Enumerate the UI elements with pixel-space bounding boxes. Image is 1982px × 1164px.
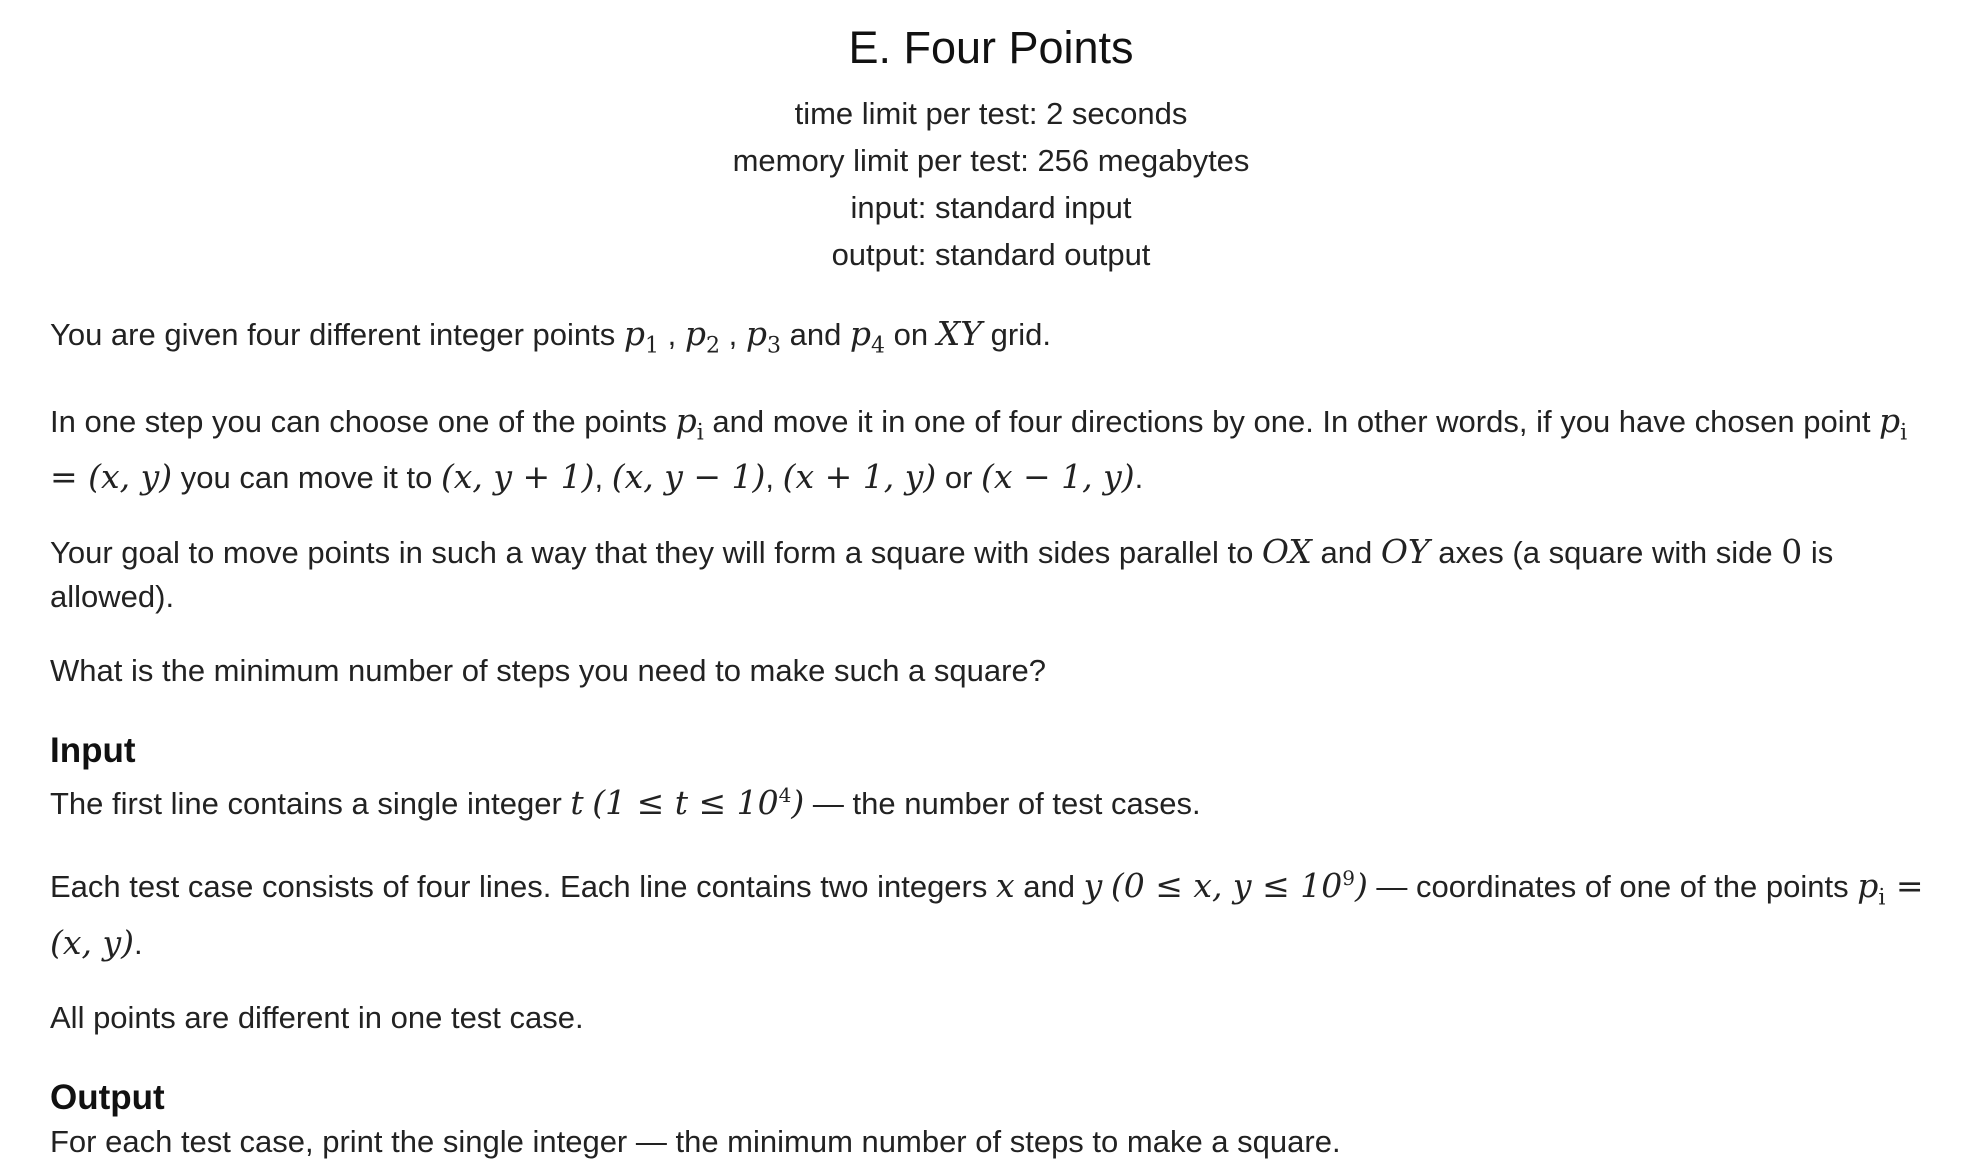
math-p1: $p_1$ — [623, 314, 660, 359]
math-t-range: $(1 \le t \le 10^4)$ — [592, 783, 805, 823]
math-p2: $p_2$ — [684, 314, 720, 359]
input-paragraph-3: All points are different in one test case. — [50, 999, 584, 1035]
statement-paragraph-3: Your goal to move points in such a way that they will form a square with sides parallel to OX and OY axes (a square with side 0 is allowed). — [50, 532, 1834, 615]
problem-statement — [50, 312, 1932, 1164]
math-pi: $p_i$ — [675, 400, 704, 446]
math-move-up: (x, y + 1) — [440, 457, 595, 497]
math-ox: OX — [1261, 532, 1312, 572]
math-p4: $p_4$ — [849, 314, 886, 359]
output-paragraph-1: For each test case, print the single integer — the minimum number of steps to make a square. — [50, 1123, 1341, 1159]
output-heading: Output — [50, 1077, 165, 1117]
statement-paragraph-1: You are given four different integer points $p_1$ , $p_2$ , $p_3$ and $p_4$ on XY grid. — [50, 314, 1051, 359]
math-x: x — [995, 866, 1015, 906]
statement-paragraph-4: What is the minimum number of steps you need to make such a square? — [50, 653, 1046, 689]
math-pi-def: $p_i = (x$, y) — [50, 400, 1908, 497]
problem-title: E. Four Points — [848, 22, 1134, 73]
time-limit: time limit per test: 2 seconds — [794, 96, 1188, 131]
input-heading: Input — [50, 731, 136, 771]
math-move-down: (x, y − 1) — [611, 457, 766, 497]
math-move-right: (x + 1, y) — [782, 457, 937, 497]
output-spec: output: standard output — [831, 237, 1151, 272]
math-xy-range: (0 ≤ x, $y \le 10^9$) — [1110, 866, 1368, 906]
math-zero: 0 — [1781, 532, 1803, 572]
problem-header — [50, 0, 1932, 278]
problem-limits — [50, 90, 1932, 278]
math-oy: OY — [1380, 532, 1430, 572]
math-y: y — [1083, 866, 1103, 906]
math-pi-coords: $p_i = (x$, y) — [50, 866, 1924, 962]
input-paragraph-2: Each test case consists of four lines. Each line contains two integers x and y (0 ≤ x, $y \le 10^9$) — coordinates of one of the points $p_i = (x$, y). — [50, 866, 1924, 962]
math-move-left: (x − 1, y) — [981, 457, 1135, 497]
math-xy-grid: XY — [936, 314, 983, 353]
input-paragraph-1: The first line contains a single integer t $(1 \le t \le 10^4)$ — the number of test cases. — [50, 783, 1201, 823]
math-t: t — [570, 783, 584, 823]
statement-paragraph-2: In one step you can choose one of the points $p_i$ and move it in one of four directions by one. In other words, if you have chosen point $p_i = (x$, y) you can move it to (x, y + 1), (x, y − 1), (x + 1, y) or (x − 1, y). — [50, 400, 1908, 497]
input-spec: input: standard input — [850, 190, 1132, 225]
memory-limit: memory limit per test: 256 megabytes — [732, 143, 1250, 178]
math-p3: $p_3$ — [745, 314, 781, 359]
